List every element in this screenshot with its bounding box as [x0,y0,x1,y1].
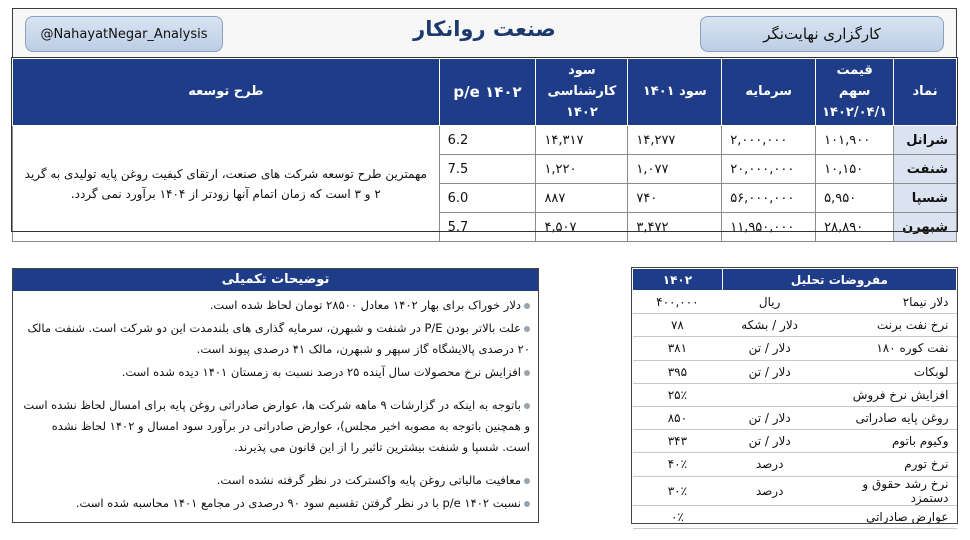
cell-symbol: شسپا [894,184,957,213]
assumption-value: ۷۸ [633,314,723,337]
cell-expert: ۱,۲۲۰ [536,155,628,184]
companies-table [12,58,957,242]
table-row [633,430,957,453]
spacer [21,385,530,395]
assumption-value: ۸۵۰ [633,406,723,429]
assumption-value: ۴۰۰,۰۰۰ [633,291,723,314]
table-row [633,476,957,505]
assumptions-title: مفروضات تحلیل [722,269,956,291]
notes-list [13,291,538,520]
table-row [633,406,957,429]
note-text: معافیت مالیاتی روغن پایه واکسترکت در نظر گرفته نشده است. [216,473,521,487]
cell-price: ۱۰,۱۵۰ [816,155,894,184]
table-row [633,453,957,476]
cell-profit1401: ۱۴,۲۷۷ [628,126,722,155]
assumption-name: لوبکات [817,360,957,383]
bullet-icon [524,403,530,409]
cell-expert: ۱۴,۳۱۷ [536,126,628,155]
assumption-name: نرخ تورم [817,453,957,476]
brand-badge: کارگزاری نهایت‌نگر [700,16,944,52]
page-header [12,8,957,58]
cell-symbol: شنفت [894,155,957,184]
cell-profit1401: ۷۴۰ [628,184,722,213]
table-row [633,337,957,360]
bullet-icon [524,501,530,507]
cell-capital: ۵۶,۰۰۰,۰۰۰ [722,184,816,213]
table-row [13,126,957,155]
cell-symbol: شرانل [894,126,957,155]
table-header-row [13,59,957,126]
assumption-name: نفت کوره ۱۸۰ [817,337,957,360]
bullet-icon [524,370,530,376]
header-plan: طرح توسعه [13,59,440,126]
assumption-name: افزایش نرخ فروش [817,383,957,406]
header-price [816,59,894,126]
cell-pe: 7.5 [439,155,536,184]
cell-capital: ۲۰,۰۰۰,۰۰۰ [722,155,816,184]
assumptions-header-row [633,269,957,291]
assumption-value: ۳۸۱ [633,337,723,360]
cell-price: ۲۸,۸۹۰ [816,213,894,242]
list-item [21,362,530,383]
bullet-icon [524,326,530,332]
table-row [633,314,957,337]
assumption-unit: درصد [722,453,817,476]
header-pe: p/e ۱۴۰۲ [439,59,536,126]
cell-capital: ۲,۰۰۰,۰۰۰ [722,126,816,155]
cell-profit1401: ۱,۰۷۷ [628,155,722,184]
cell-plan: مهمترین طرح توسعه شرکت های صنعت، ارتقای کیفیت روغن پایه تولیدی به گرید ۲ و ۳ است که زمان اتمام آنها زودتر از ۱۴۰۴ برآورد نمی گردد. [13,126,440,242]
table-row [633,383,957,406]
cell-price: ۱۰۱,۹۰۰ [816,126,894,155]
cell-pe: 6.0 [439,184,536,213]
assumption-value: ۰٪ [633,505,723,528]
header-expert-line2: ۱۴۰۲ [566,104,598,120]
assumption-unit: دلار / تن [722,360,817,383]
table-row [633,291,957,314]
note-text: افزایش نرخ محصولات سال آینده ۲۵ درصد نسبت به زمستان ۱۴۰۱ دیده شده است. [121,365,521,379]
assumption-value: ۳۹۵ [633,360,723,383]
header-capital: سرمایه [722,59,816,126]
cell-expert: ۸۸۷ [536,184,628,213]
cell-price: ۵,۹۵۰ [816,184,894,213]
notes-title: توضیحات تکمیلی [13,269,538,291]
assumption-name: نرخ نفت برنت [817,314,957,337]
assumption-name: نرخ رشد حقوق و دستمزد [817,476,957,505]
assumption-unit: دلار / تن [722,430,817,453]
note-text: دلار خوراک برای بهار ۱۴۰۲ معادل ۲۸۵۰۰ تومان لحاظ شده است. [209,298,521,312]
table-row [633,360,957,383]
cell-expert: ۴,۵۰۷ [536,213,628,242]
list-item [21,395,530,458]
assumption-unit: دلار / تن [722,337,817,360]
list-item [21,318,530,360]
header-price-line2: ۱۴۰۲/۰۴/۱ [822,104,888,120]
note-text: نسبت p/e ۱۴۰۲ با در نظر گرفتن تقسیم سود ۹۰ درصدی در مجامع ۱۴۰۱ محاسبه شده است. [75,496,521,510]
assumption-name: دلار نیما۲ [817,291,957,314]
assumption-unit [722,383,817,406]
note-text: باتوجه به اینکه در گزارشات ۹ ماهه شرکت ها، عوارض صادراتی روغن پایه برای امسال لحاظ نشده است و همچنین باتوجه به مصوبه اخیر مجلس)، عوارض صادراتی در برآورد سود امسال و ۱۴۰۲ لحاظ نشده است. شسپا و شنفت بیشترین تاثیر را از این قانون می پذیرند. [23,398,530,454]
spacer [21,460,530,470]
table-row [633,505,957,528]
header-expert-line1: سود کارشناسی [547,63,617,99]
header-price-line1: قیمت سهم [836,63,873,99]
cell-pe: 5.7 [439,213,536,242]
cell-capital: ۱۱,۹۵۰,۰۰۰ [722,213,816,242]
bullet-icon [524,303,530,309]
list-item [21,470,530,491]
note-text: علت بالاتر بودن P/E در شنفت و شبهرن، سرمایه گذاری های بلندمدت این دو شرکت است. شنفت مالک ۲۰ درصدی پالایشگاه گاز سپهر و شبهرن، مالک ۴۱ درصدی پیوند است. [27,321,530,356]
assumption-value: ۲۵٪ [633,383,723,406]
assumption-value: ۳۰٪ [633,476,723,505]
assumptions-year: ۱۴۰۲ [633,269,723,291]
header-expert [536,59,628,126]
assumption-value: ۳۴۳ [633,430,723,453]
cell-pe: 6.2 [439,126,536,155]
list-item [21,295,530,316]
bullet-icon [524,478,530,484]
assumption-name: وکیوم باتوم [817,430,957,453]
assumption-unit: دلار / بشکه [722,314,817,337]
cell-symbol: شبهرن [894,213,957,242]
assumptions-table [632,268,957,529]
assumption-name: روغن پایه صادراتی [817,406,957,429]
notes-panel [12,268,539,523]
handle-badge: @NahayatNegar_Analysis [25,16,223,52]
header-symbol: نماد [894,59,957,126]
header-profit1401: سود ۱۴۰۱ [628,59,722,126]
assumption-unit [722,505,817,528]
assumption-unit: ریال [722,291,817,314]
assumption-unit: دلار / تن [722,406,817,429]
cell-profit1401: ۳,۴۷۲ [628,213,722,242]
list-item [21,493,530,514]
assumption-value: ۴۰٪ [633,453,723,476]
assumption-name: عوارض صادراتی [817,505,957,528]
page-title: صنعت روانکار [413,17,556,41]
assumption-unit: درصد [722,476,817,505]
